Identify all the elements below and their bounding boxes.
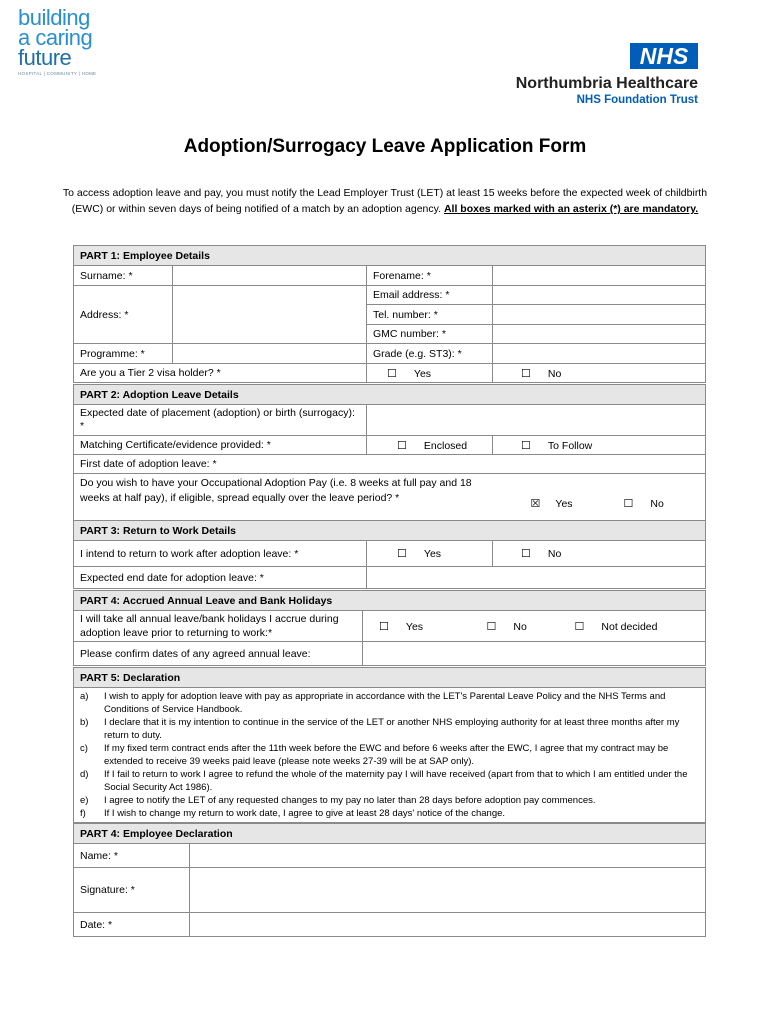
visa-yes-checkbox-icon[interactable]: ☐ [387,367,397,380]
intro-body: To access adoption leave and pay, you must notify the Lead Employer Trust (LET) at least 15 weeks before the expected week of childbirth (EWC) or within seven days of being notified of a match by an adoption agency. [62,187,708,215]
signature-field[interactable] [190,868,706,913]
part5-heading: PART 5: Declaration [74,668,706,688]
occupational-yes-label: Yes [555,498,573,510]
employee-declaration-table [73,823,706,937]
grade-field[interactable] [493,344,706,364]
email-label: Email address: * [367,286,493,305]
annual-leave-no-label: No [513,620,527,633]
return-yes-option[interactable] [367,541,493,567]
programme-field[interactable] [173,344,367,364]
surname-label: Surname: * [74,266,173,286]
part3-table [73,520,706,589]
surname-field[interactable] [173,266,367,286]
declaration-item: c) If my fixed term contract ends after the 11th week before the EWC and before 6 weeks after the EWC, I agree that my contract may be extended to receive 39 weeks paid leave (please note weeks 27-39 will be at SAP only). [80,743,669,767]
visa-yes-option[interactable] [367,364,493,383]
address-field[interactable] [173,286,367,344]
annual-leave-yes-label: Yes [405,620,424,633]
return-no-option[interactable] [493,541,706,567]
email-field[interactable] [493,286,706,305]
forename-field[interactable] [493,266,706,286]
annual-leave-not-decided-checkbox-icon[interactable]: ☐ [574,620,585,633]
gmc-field[interactable] [493,325,706,344]
return-yes-label: Yes [423,548,442,560]
logo-tagline: HOSPITAL | COMMUNITY | HOME [18,71,97,76]
intro-text [58,185,712,217]
part3-heading: PART 3: Return to Work Details [74,521,706,541]
employee-declaration-heading: PART 4: Employee Declaration [74,824,706,844]
return-intend-label: I intend to return to work after adoption leave: * [74,541,367,567]
expected-date-label: Expected date of placement (adoption) or birth (surrogacy): * [74,405,367,436]
end-date-label: Expected end date for adoption leave: * [74,567,367,589]
declaration-item: e) I agree to notify the LET of any requested changes to my pay no later than 28 days before adoption pay commences. [80,795,596,806]
logo-line-1: building [18,5,90,30]
part4-annual-leave-heading: PART 4: Accrued Annual Leave and Bank Holidays [74,591,706,611]
end-date-field[interactable] [367,567,706,589]
annual-leave-dates-field[interactable] [363,642,706,666]
annual-leave-dates-label: Please confirm dates of any agreed annual leave: [74,642,363,666]
visa-no-checkbox-icon[interactable]: ☐ [521,367,531,380]
tel-label: Tel. number: * [367,305,493,325]
annual-leave-label: I will take all annual leave/bank holidays I accrue during adoption leave prior to returning to work:* [74,611,363,642]
occupational-yes-checkbox-icon[interactable]: ☒ [530,498,541,510]
part5-table [73,667,706,823]
signature-label: Signature: * [74,868,190,913]
declaration-item: a) I wish to apply for adoption leave with pay as appropriate in accordance with the LET's Parental Leave Policy and the NHS Terms and Conditions of Service Handbook. [80,691,666,715]
part4-annual-leave-table [73,590,706,666]
name-label: Name: * [74,844,190,868]
name-field[interactable] [190,844,706,868]
annual-leave-no-option[interactable] [473,611,563,642]
part1-heading: PART 1: Employee Details [74,246,706,266]
part1-table [73,245,706,383]
tel-field[interactable] [493,305,706,325]
programme-label: Programme: * [74,344,173,364]
occupational-no-option[interactable] [619,474,706,521]
enclosed-checkbox-icon[interactable]: ☐ [397,439,407,452]
date-field[interactable] [190,913,706,937]
visa-label: Are you a Tier 2 visa holder? * [74,364,367,383]
annual-leave-yes-checkbox-icon[interactable]: ☐ [379,620,389,633]
first-date-label: First date of adoption leave: * [74,455,706,474]
occupational-yes-option[interactable] [493,474,619,521]
to-follow-checkbox-icon[interactable]: ☐ [521,439,531,452]
to-follow-label: To Follow [547,439,593,452]
annual-leave-yes-option[interactable] [363,611,473,642]
grade-label: Grade (e.g. ST3): * [367,344,493,364]
part2-table [73,384,706,521]
visa-no-option[interactable] [493,364,706,383]
date-label: Date: * [74,913,190,937]
intro-mandatory-note: All boxes marked with an asterix (*) are mandatory. [443,203,699,215]
form-title: Adoption/Surrogacy Leave Application Form [183,136,587,157]
enclosed-option[interactable] [367,436,493,455]
logo-line-2: a caring [18,25,93,50]
org-name: Northumbria Healthcare [515,75,698,92]
visa-no-label: No [547,367,562,380]
part2-heading: PART 2: Adoption Leave Details [74,385,706,405]
building-a-caring-future-logo [18,5,118,96]
org-subtitle: NHS Foundation Trust [576,94,698,106]
declaration-list-cell [74,688,706,823]
to-follow-option[interactable] [493,436,706,455]
declaration-list [80,690,699,820]
return-no-label: No [547,548,562,560]
occupational-no-checkbox-icon[interactable]: ☐ [623,498,634,510]
matching-label: Matching Certificate/evidence provided: * [74,436,367,455]
annual-leave-not-decided-option[interactable] [563,611,706,642]
address-label: Address: * [74,286,173,344]
declaration-item: f) If I wish to change my return to work date, I agree to give at least 28 days' notice of the change. [80,808,506,819]
logo-line-3: future [18,45,72,70]
enclosed-label: Enclosed [423,439,468,452]
nhs-logo: NHS [630,43,698,69]
visa-yes-label: Yes [413,367,432,380]
return-no-checkbox-icon[interactable]: ☐ [521,548,531,560]
forename-label: Forename: * [367,266,493,286]
declaration-item: d) If I fail to return to work I agree to refund the whole of the maternity pay I will have received (apart from that to which I am entitled under the Social Security Act 1986). [80,769,688,793]
return-yes-checkbox-icon[interactable]: ☐ [397,548,407,560]
declaration-item: b) I declare that it is my intention to continue in the service of the LET or another NHS employing authority for at least three months after my return to duty. [80,717,680,741]
annual-leave-not-decided-label: Not decided [601,620,658,633]
occupational-no-label: No [650,498,664,510]
expected-date-field[interactable] [367,405,706,436]
occupational-pay-label: Do you wish to have your Occupational Adoption Pay (i.e. 8 weeks at full pay and 18 weeks at half pay), if eligible, spread equally over the leave period? * [74,474,493,521]
gmc-label: GMC number: * [367,325,493,344]
annual-leave-no-checkbox-icon[interactable]: ☐ [486,620,497,633]
